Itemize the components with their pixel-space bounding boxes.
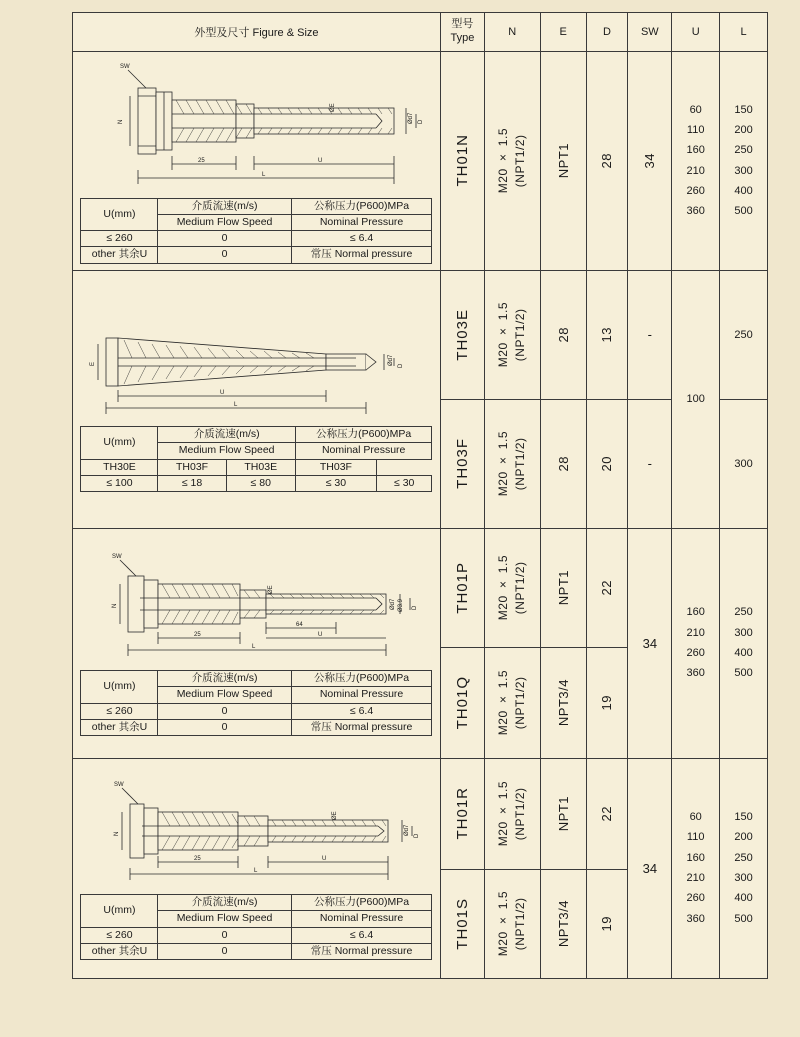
svg-text:E: E bbox=[90, 362, 97, 367]
subtable-row2-u: other 其余U bbox=[81, 247, 158, 263]
d-value: 22 bbox=[599, 579, 615, 596]
n-value: M20 × 1.5 (NPT1/2) bbox=[496, 430, 528, 497]
svg-text:ØE: ØE bbox=[330, 103, 337, 112]
svg-text:25: 25 bbox=[194, 632, 202, 639]
subtable-row bbox=[81, 927, 432, 943]
type-label: TH01N bbox=[453, 134, 471, 187]
subtable-row1-speed: 0 bbox=[158, 231, 291, 247]
subtable-row-value: ≤ 80 bbox=[226, 475, 295, 491]
table-row bbox=[73, 528, 768, 647]
sw-value: 34 bbox=[642, 635, 658, 651]
e-value: 28 bbox=[555, 326, 571, 343]
table-row bbox=[73, 270, 768, 399]
cell-u-th01n bbox=[672, 52, 720, 271]
cell-d-th03e bbox=[586, 270, 628, 399]
u-value: 110 bbox=[686, 831, 705, 844]
subtable-subcol-row bbox=[81, 459, 432, 475]
header-figure-size: 外型及尺寸 Figure & Size bbox=[73, 13, 441, 52]
u-value: 60 bbox=[689, 810, 702, 823]
u-value: 360 bbox=[686, 667, 705, 680]
subtable-pressure-cn: 公称压力(P600)MPa bbox=[291, 895, 432, 911]
type-label: TH01S bbox=[453, 897, 471, 950]
svg-text:L: L bbox=[254, 868, 258, 875]
svg-text:D: D bbox=[414, 833, 421, 839]
e-value: NPT3/4 bbox=[555, 899, 571, 948]
subtable-subcol: TH30E bbox=[81, 459, 158, 475]
l-value: 500 bbox=[734, 667, 753, 680]
header-type bbox=[440, 13, 484, 52]
subtable-speed-cn: 介质流速(m/s) bbox=[158, 671, 291, 687]
subtable-row-value: ≤ 18 bbox=[158, 475, 226, 491]
subtable-row2-pressure: 常压 Normal pressure bbox=[291, 719, 432, 735]
n-value: M20 × 1.5 (NPT1/2) bbox=[496, 780, 528, 847]
l-value: 300 bbox=[734, 457, 753, 470]
subtable-subcol: TH03F bbox=[158, 459, 226, 475]
subtable-pressure-en: Nominal Pressure bbox=[291, 687, 432, 703]
cell-n-th01s bbox=[484, 869, 540, 978]
subtable-row2-u: other 其余U bbox=[81, 719, 158, 735]
d-value: 19 bbox=[599, 915, 615, 932]
e-value: NPT1 bbox=[555, 143, 571, 179]
subtable-header-row bbox=[81, 895, 432, 911]
cell-d-th01n bbox=[586, 52, 628, 271]
l-value: 250 bbox=[734, 144, 753, 157]
subtable-speed-cn: 介质流速(m/s) bbox=[158, 427, 295, 443]
n-value: M20 × 1.5 (NPT1/2) bbox=[496, 301, 528, 368]
cell-n-th01p bbox=[484, 528, 540, 647]
cell-type-th01n bbox=[440, 52, 484, 271]
subtable-header-row bbox=[81, 199, 432, 215]
subtable-pressure-en: Nominal Pressure bbox=[291, 215, 432, 231]
cell-d-th01r bbox=[586, 758, 628, 869]
cell-d-th01q bbox=[586, 647, 628, 758]
svg-text:SW: SW bbox=[112, 554, 123, 561]
svg-text:U: U bbox=[322, 856, 327, 863]
subtable-u-head: U(mm) bbox=[81, 427, 158, 459]
label-sw: SW bbox=[120, 64, 131, 70]
cell-sw-th01p bbox=[628, 528, 672, 758]
cell-e-th03f bbox=[540, 399, 586, 528]
subtable-row2-speed: 0 bbox=[158, 247, 291, 263]
header-sw: SW bbox=[628, 13, 672, 52]
cell-l-th01p bbox=[720, 528, 768, 758]
subtable-row1-pressure: ≤ 6.4 bbox=[291, 927, 432, 943]
cell-type-th03f bbox=[440, 399, 484, 528]
header-type-line1: 型号 bbox=[451, 18, 474, 31]
svg-text:D: D bbox=[412, 605, 419, 611]
type-label: TH03E bbox=[453, 308, 471, 361]
u-value: 260 bbox=[686, 892, 705, 905]
u-value: 260 bbox=[686, 185, 705, 198]
n-value: M20 × 1.5 (NPT1/2) bbox=[496, 890, 528, 957]
cell-sw-th03f bbox=[628, 399, 672, 528]
cell-l-th03f bbox=[720, 399, 768, 528]
cell-n-th01r bbox=[484, 758, 540, 869]
subtable-row1-u: ≤ 260 bbox=[81, 703, 158, 719]
cell-e-th01n bbox=[540, 52, 586, 271]
table-header-row bbox=[73, 13, 768, 52]
subtable-row bbox=[81, 475, 432, 491]
u-value: 60 bbox=[689, 103, 702, 116]
n-value: M20 × 1.5 (NPT1/2) bbox=[496, 554, 528, 621]
specification-table bbox=[72, 12, 768, 979]
subtable-subcol: TH03F bbox=[295, 459, 376, 475]
table-row bbox=[73, 52, 768, 271]
subtable-pressure-cn: 公称压力(P600)MPa bbox=[291, 199, 432, 215]
cell-type-th01p bbox=[440, 528, 484, 647]
sw-value: 34 bbox=[642, 860, 658, 876]
cell-n-th03e bbox=[484, 270, 540, 399]
subtable-u-head: U(mm) bbox=[81, 671, 158, 703]
d-value: 28 bbox=[599, 153, 615, 169]
header-u: U bbox=[672, 13, 720, 52]
cell-sw-th01r bbox=[628, 758, 672, 978]
e-value: NPT3/4 bbox=[555, 678, 571, 727]
header-e: E bbox=[540, 13, 586, 52]
subtable-row bbox=[81, 247, 432, 263]
u-value: 160 bbox=[686, 851, 705, 864]
cell-e-th01p bbox=[540, 528, 586, 647]
n-value: M20 × 1.5 (NPT1/2) bbox=[496, 128, 528, 194]
subtable-row1-speed: 0 bbox=[158, 703, 291, 719]
l-value: 400 bbox=[734, 647, 753, 659]
l-value: 500 bbox=[734, 205, 753, 218]
subtable-pressure-cn: 公称压力(P600)MPa bbox=[291, 671, 432, 687]
svg-text:U: U bbox=[220, 390, 225, 397]
cell-u-th03 bbox=[672, 270, 720, 528]
subtable-pressure-en: Nominal Pressure bbox=[295, 443, 432, 459]
type-label: TH01P bbox=[453, 561, 471, 614]
svg-text:D: D bbox=[418, 119, 425, 124]
svg-text:Ød7: Ød7 bbox=[388, 354, 395, 367]
cell-type-th03e bbox=[440, 270, 484, 399]
svg-text:D: D bbox=[398, 363, 405, 369]
svg-text:N: N bbox=[112, 603, 119, 609]
u-value: 210 bbox=[686, 872, 705, 884]
u-value: 100 bbox=[686, 393, 705, 405]
sw-value: - bbox=[647, 327, 652, 342]
cell-u-th01r bbox=[672, 758, 720, 978]
subtable-row1-pressure: ≤ 6.4 bbox=[291, 231, 432, 247]
svg-text:25: 25 bbox=[194, 856, 202, 863]
u-value: 360 bbox=[686, 205, 705, 218]
cell-d-th01s bbox=[586, 869, 628, 978]
l-value: 300 bbox=[734, 626, 753, 639]
svg-text:ØE: ØE bbox=[268, 585, 275, 595]
subtable-speed-en: Medium Flow Speed bbox=[158, 911, 291, 927]
e-value: 28 bbox=[555, 455, 571, 472]
u-value: 160 bbox=[686, 606, 705, 619]
subtable-row1-pressure: ≤ 6.4 bbox=[291, 703, 432, 719]
d-value: 13 bbox=[599, 326, 615, 343]
l-value: 200 bbox=[734, 831, 753, 844]
cell-e-th01q bbox=[540, 647, 586, 758]
u-value: 260 bbox=[686, 647, 705, 659]
header-n: N bbox=[484, 13, 540, 52]
cell-l-th01r bbox=[720, 758, 768, 978]
subtable-speed-en: Medium Flow Speed bbox=[158, 443, 295, 459]
figure-cell-th01p bbox=[73, 528, 441, 758]
l-value: 400 bbox=[734, 892, 753, 905]
sw-value: 34 bbox=[642, 153, 658, 169]
cell-e-th01r bbox=[540, 758, 586, 869]
subtable-row1-speed: 0 bbox=[158, 927, 291, 943]
cell-sw-th01n bbox=[628, 52, 672, 271]
cell-e-th01s bbox=[540, 869, 586, 978]
n-value: M20 × 1.5 (NPT1/2) bbox=[496, 669, 528, 736]
d-value: 22 bbox=[599, 805, 615, 822]
l-value: 300 bbox=[734, 872, 753, 884]
svg-text:Ød7: Ød7 bbox=[404, 824, 411, 837]
svg-text:U: U bbox=[318, 158, 323, 164]
cell-d-th03f bbox=[586, 399, 628, 528]
subtable-th01r bbox=[80, 894, 432, 960]
cell-type-th01s bbox=[440, 869, 484, 978]
type-label: TH01R bbox=[453, 787, 471, 840]
subtable-row-value: ≤ 30 bbox=[376, 475, 432, 491]
subtable-subcol: TH03E bbox=[226, 459, 295, 475]
figure-cell-th01r bbox=[73, 758, 441, 978]
u-value: 110 bbox=[686, 124, 705, 137]
header-type-line2: Type bbox=[450, 32, 475, 44]
u-value: 210 bbox=[686, 164, 705, 177]
subtable-speed-cn: 介质流速(m/s) bbox=[158, 895, 291, 911]
svg-text:25: 25 bbox=[198, 158, 206, 164]
svg-text:L: L bbox=[252, 644, 256, 651]
subtable-row bbox=[81, 943, 432, 959]
subtable-u-head: U(mm) bbox=[81, 199, 158, 231]
svg-text:64: 64 bbox=[296, 622, 304, 629]
subtable-u-head: U(mm) bbox=[81, 895, 158, 927]
header-d: D bbox=[586, 13, 628, 52]
subtable-row bbox=[81, 231, 432, 247]
drawing-th01r bbox=[73, 770, 440, 888]
drawing-th01p bbox=[73, 544, 440, 664]
cell-l-th03e bbox=[720, 270, 768, 399]
cell-n-th01n bbox=[484, 52, 540, 271]
subtable-row2-speed: 0 bbox=[158, 943, 291, 959]
svg-text:ØE: ØE bbox=[332, 811, 339, 821]
header-l: L bbox=[720, 13, 768, 52]
subtable-row2-pressure: 常压 Normal pressure bbox=[291, 943, 432, 959]
type-label: TH01Q bbox=[453, 675, 471, 730]
u-value: 160 bbox=[686, 144, 705, 157]
subtable-row-u: ≤ 100 bbox=[81, 475, 158, 491]
cell-u-th01p bbox=[672, 528, 720, 758]
svg-text:N: N bbox=[114, 831, 121, 837]
cell-d-th01p bbox=[586, 528, 628, 647]
svg-text:Ø3.9: Ø3.9 bbox=[398, 599, 405, 613]
l-value: 400 bbox=[734, 185, 753, 198]
cell-e-th03e bbox=[540, 270, 586, 399]
subtable-row bbox=[81, 719, 432, 735]
u-value: 360 bbox=[686, 912, 705, 925]
cell-sw-th03e bbox=[628, 270, 672, 399]
l-value: 200 bbox=[734, 124, 753, 137]
figure-cell-th01n bbox=[73, 52, 441, 271]
type-label: TH03F bbox=[453, 438, 471, 489]
sw-value: - bbox=[647, 456, 652, 471]
cell-l-th01n bbox=[720, 52, 768, 271]
l-value: 150 bbox=[734, 103, 753, 116]
subtable-pressure-cn: 公称压力(P600)MPa bbox=[295, 427, 432, 443]
subtable-row bbox=[81, 703, 432, 719]
l-value: 300 bbox=[734, 164, 753, 177]
cell-n-th03f bbox=[484, 399, 540, 528]
svg-text:L: L bbox=[262, 172, 266, 178]
subtable-row1-u: ≤ 260 bbox=[81, 231, 158, 247]
subtable-header-row bbox=[81, 427, 432, 443]
table-row bbox=[73, 758, 768, 869]
svg-text:SW: SW bbox=[114, 782, 125, 789]
figure-cell-th03 bbox=[73, 270, 441, 528]
u-value: 210 bbox=[686, 626, 705, 639]
l-value: 500 bbox=[734, 912, 753, 925]
subtable-row-value: ≤ 30 bbox=[295, 475, 376, 491]
subtable-row2-u: other 其余U bbox=[81, 943, 158, 959]
l-value: 250 bbox=[734, 606, 753, 619]
subtable-row2-pressure: 常压 Normal pressure bbox=[291, 247, 432, 263]
cell-type-th01q bbox=[440, 647, 484, 758]
drawing-th01n bbox=[73, 52, 440, 192]
svg-text:Ød7: Ød7 bbox=[408, 112, 415, 124]
cell-n-th01q bbox=[484, 647, 540, 758]
drawing-th03 bbox=[73, 300, 440, 420]
d-value: 20 bbox=[599, 455, 615, 472]
subtable-row2-speed: 0 bbox=[158, 719, 291, 735]
subtable-header-row bbox=[81, 671, 432, 687]
l-value: 250 bbox=[734, 851, 753, 864]
e-value: NPT1 bbox=[555, 569, 571, 606]
l-value: 250 bbox=[734, 328, 753, 341]
subtable-th01n bbox=[80, 198, 432, 264]
svg-text:U: U bbox=[318, 632, 323, 639]
e-value: NPT1 bbox=[555, 795, 571, 832]
svg-text:N: N bbox=[118, 119, 125, 124]
svg-text:Ød7: Ød7 bbox=[390, 598, 397, 611]
subtable-pressure-en: Nominal Pressure bbox=[291, 911, 432, 927]
subtable-th01p bbox=[80, 670, 432, 736]
cell-type-th01r bbox=[440, 758, 484, 869]
l-value: 150 bbox=[734, 810, 753, 823]
subtable-speed-en: Medium Flow Speed bbox=[158, 215, 291, 231]
d-value: 19 bbox=[599, 694, 615, 711]
subtable-row1-u: ≤ 260 bbox=[81, 927, 158, 943]
subtable-speed-cn: 介质流速(m/s) bbox=[158, 199, 291, 215]
svg-text:L: L bbox=[234, 402, 238, 409]
subtable-speed-en: Medium Flow Speed bbox=[158, 687, 291, 703]
subtable-th03 bbox=[80, 426, 432, 492]
